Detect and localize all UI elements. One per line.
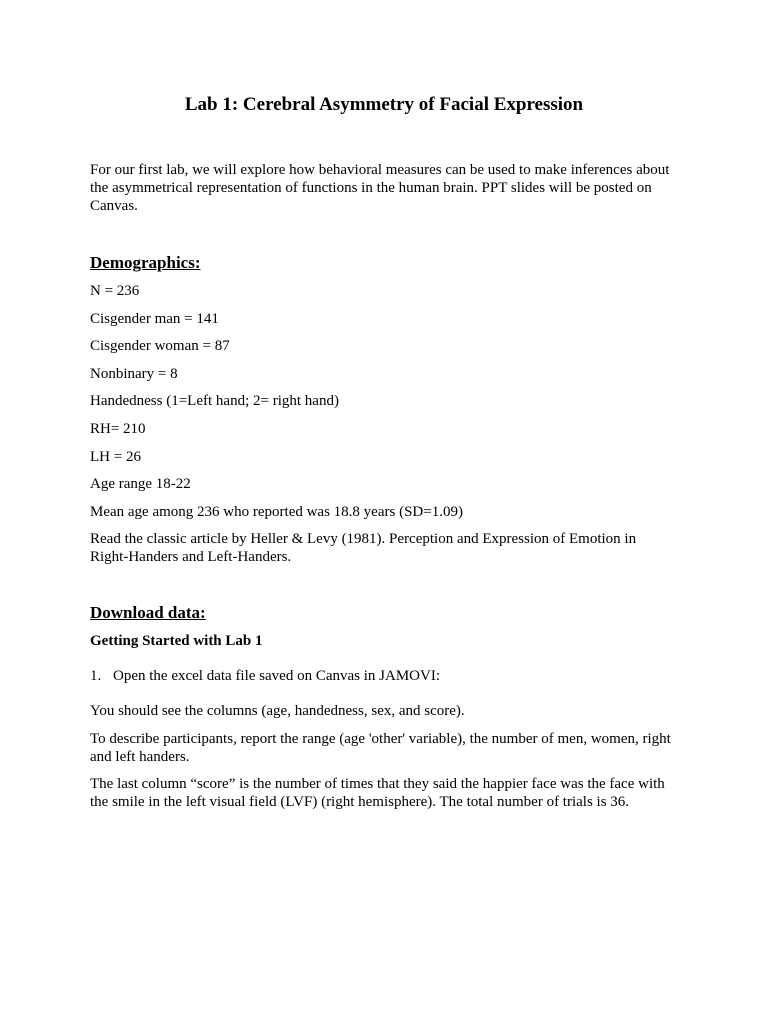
demographics-line-n: N = 236 bbox=[90, 283, 140, 299]
getting-started-subheading: Getting Started with Lab 1 bbox=[90, 633, 263, 650]
score-column-paragraph: The last column “score” is the number of times that they said the happier face was the face with the smile in the left visual field (LVF) (right hemisphere). The total number of trials is 36. bbox=[90, 776, 665, 811]
demographics-line-age-range: Age range 18-22 bbox=[90, 476, 191, 493]
describe-participants-paragraph: To describe participants, report the range (age 'other' variable), the number of men, women, right and left handers. bbox=[90, 730, 671, 765]
document-title: Lab 1: Cerebral Asymmetry of Facial Expression bbox=[184, 94, 584, 115]
demographics-line-cis-man: Cisgender man = 141 bbox=[90, 310, 219, 327]
download-section bbox=[90, 603, 678, 811]
intro-paragraph: For our first lab, we will explore how behavioral measures can be used to make inferences about the asymmetrical representation of functions in the human brain. PPT slides will be posted on Canvas. bbox=[90, 162, 670, 214]
demographics-section bbox=[90, 253, 678, 566]
demographics-line-lh: LH = 26 bbox=[90, 448, 141, 465]
demographics-line-mean-age: Mean age among 236 who reported was 18.8 years (SD=1.09) bbox=[90, 503, 463, 520]
demographics-heading: Demographics: bbox=[90, 253, 201, 272]
step-number: 1. bbox=[90, 668, 102, 685]
step-text: Open the excel data file saved on Canvas in JAMOVI: bbox=[113, 668, 440, 685]
demographics-article-note: Read the classic article by Heller & Levy (1981). Perception and Expression of Emotion in Right-Handers and Left-Handers. bbox=[90, 531, 637, 566]
demographics-line-nonbinary: Nonbinary = 8 bbox=[90, 365, 178, 382]
demographics-line-rh: RH= 210 bbox=[90, 420, 146, 437]
demographics-line-handedness: Handedness (1=Left hand; 2= right hand) bbox=[90, 393, 339, 410]
demographics-line-cis-woman: Cisgender woman = 87 bbox=[90, 338, 230, 355]
numbered-step bbox=[90, 667, 678, 685]
download-heading: Download data: bbox=[90, 603, 206, 623]
columns-paragraph: You should see the columns (age, handedness, sex, and score). bbox=[90, 703, 465, 720]
